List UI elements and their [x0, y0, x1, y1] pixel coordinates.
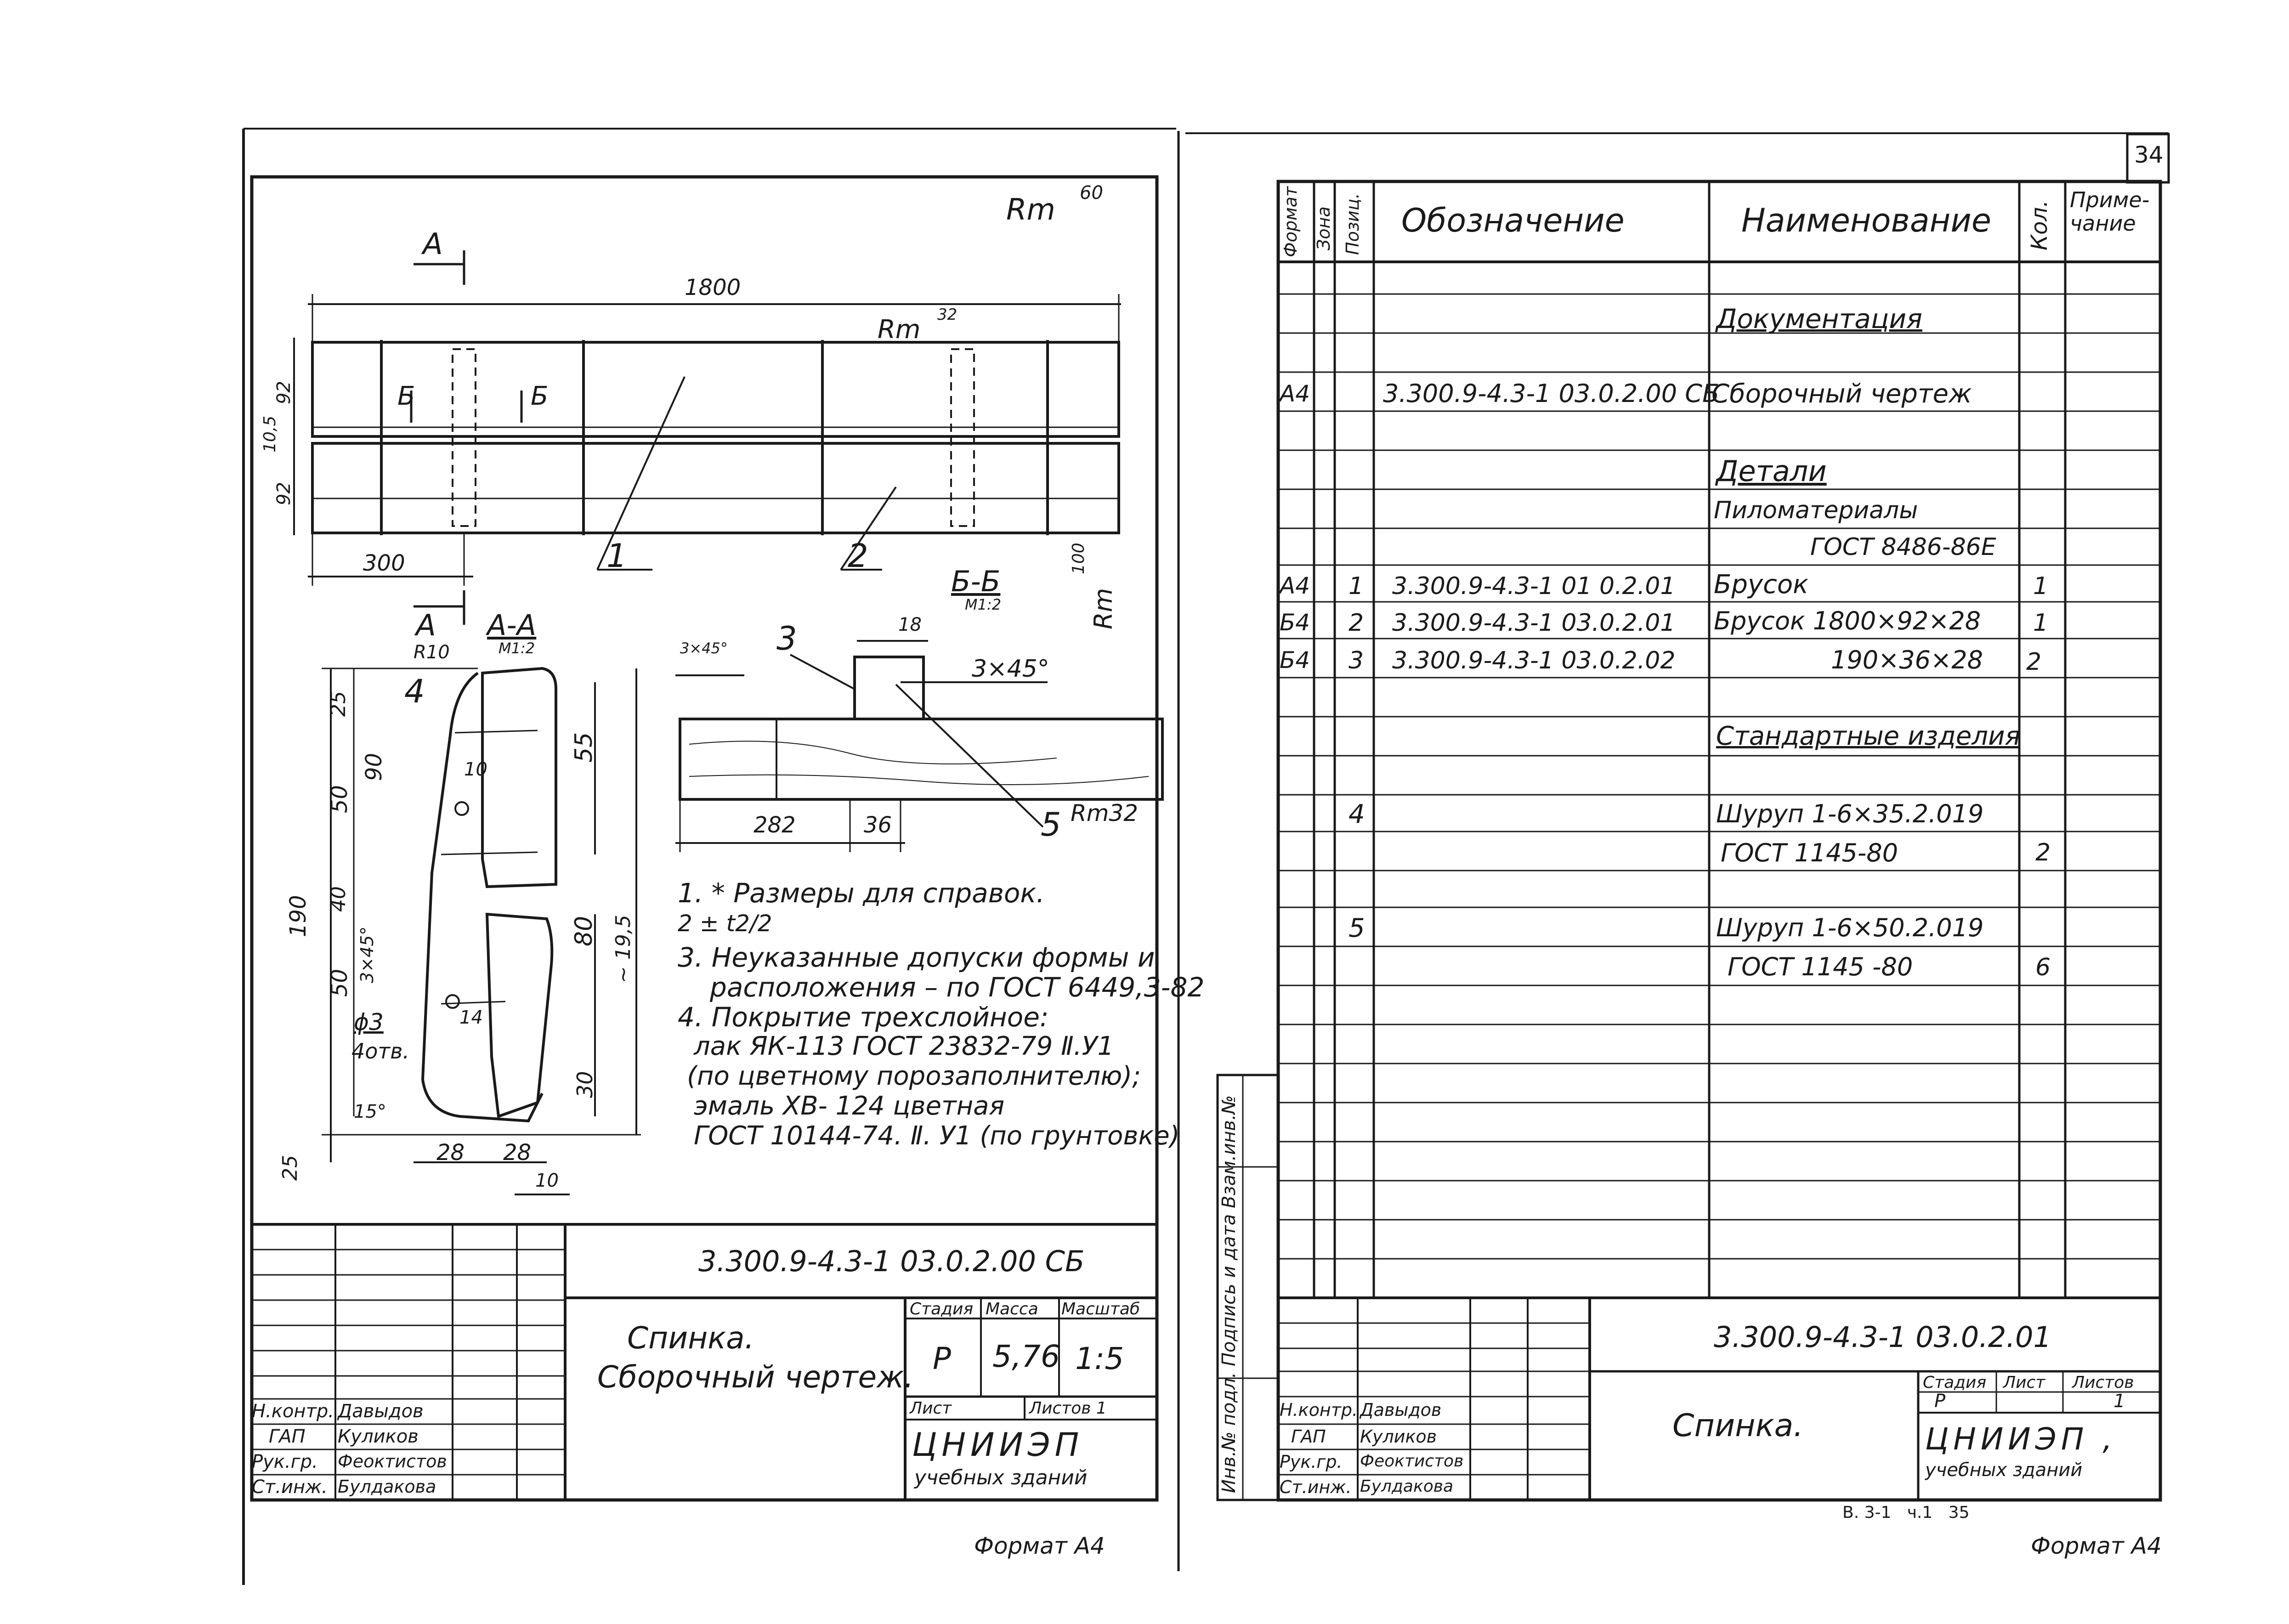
dim-aa-50a: 50	[327, 785, 352, 813]
roughness-mid-value: 32	[937, 306, 958, 324]
dim-bb-rm32: Rm32	[1071, 800, 1139, 826]
row-7-name: 190×36×28	[1831, 645, 1983, 674]
row-6-name: Брусок 1800×92×28	[1714, 606, 1981, 635]
left-role-1: Н.контр.	[252, 1401, 334, 1422]
row-7-pos: 3	[1348, 647, 1364, 674]
section-a-mark-top: A	[423, 227, 443, 261]
right-role-1: Н.контр.	[1280, 1400, 1358, 1420]
row-12-name: ГОСТ 1145 -80	[1728, 952, 1913, 981]
row-1-designation: 3.300.9-4.3-1 03.0.2.00 СБ	[1383, 379, 1720, 408]
right-org-line1: ЦНИИЭП ,	[1925, 1421, 2117, 1457]
row-10-name: ГОСТ 1145-80	[1721, 838, 1898, 867]
right-col-stage: Стадия	[1923, 1373, 1987, 1392]
album-reference: В. 3-1 ч.1 35	[1842, 1503, 1970, 1522]
section-bb-scale: М1:2	[965, 596, 1002, 613]
dim-length: 1800	[685, 275, 741, 300]
right-designation: 3.300.9-4.3-1 03.0.2.01	[1714, 1320, 2051, 1354]
row-0-name: Документация	[1716, 303, 1922, 334]
right-person-2: Куликов	[1360, 1426, 1437, 1447]
row-6-pos: 2	[1348, 609, 1364, 637]
dim-aa-40: 40	[327, 886, 350, 912]
left-org-line2: учебных зданий	[914, 1466, 1088, 1489]
right-format-label: Формат А4	[2031, 1533, 2162, 1559]
left-person-4: Булдакова	[338, 1477, 436, 1497]
dim-bb-18: 18	[898, 614, 922, 635]
right-person-3: Феоктистов	[1360, 1452, 1464, 1471]
roughness-main-label: Rm	[1006, 193, 1055, 227]
left-role-4: Ст.инж.	[252, 1477, 328, 1498]
left-format-label: Формат А4	[974, 1533, 1105, 1559]
dim-aa-14: 14	[459, 1007, 483, 1028]
row-9-name: Шуруп 1-6×35.2.019	[1716, 799, 1984, 828]
dim-aa-30: 30	[572, 1071, 597, 1098]
section-bb-title: Б-Б	[951, 565, 1001, 598]
dim-aa-phi3: ϕ3	[354, 1009, 384, 1036]
left-name-line2: Сборочный чертеж.	[597, 1359, 914, 1395]
right-role-3: Рук.гр.	[1280, 1452, 1343, 1472]
left-scale: 1:5	[1075, 1341, 1124, 1376]
row-5-format: А4	[1280, 572, 1310, 599]
dim-aa-10b: 10	[535, 1170, 559, 1191]
dim-aa-3x45: 3×45°	[357, 926, 377, 983]
row-10-qty: 2	[2035, 839, 2051, 866]
section-a-mark-bottom: A	[416, 609, 436, 643]
dim-aa-55: 55	[570, 732, 598, 763]
row-1-name: Сборочный чертеж	[1711, 379, 1972, 409]
section-aa-title: А-А	[487, 608, 537, 642]
row-2-name: Детали	[1716, 454, 1827, 488]
left-person-3: Феоктистов	[338, 1451, 447, 1471]
row-9-pos: 4	[1348, 799, 1365, 829]
section-aa-scale: М1:2	[499, 639, 535, 657]
header-qty: Кол.	[2027, 200, 2052, 250]
left-person-2: Куликов	[338, 1426, 419, 1447]
row-6-qty: 1	[2033, 609, 2049, 637]
dim-aa-190: 190	[285, 895, 311, 937]
note-line-2: 2 ± t2/2	[678, 910, 772, 937]
dim-h1: 92	[273, 381, 295, 404]
row-11-name: Шуруп 1-6×50.2.019	[1716, 913, 1984, 942]
row-7-designation: 3.300.9-4.3-1 03.0.2.02	[1392, 647, 1676, 674]
position-4: 4	[404, 673, 425, 710]
row-12-qty: 6	[2035, 954, 2051, 981]
dim-aa-25: 25	[327, 691, 350, 717]
right-person-4: Булдакова	[1360, 1477, 1454, 1496]
left-mass: 5,76	[992, 1339, 1060, 1374]
right-person-1: Давыдов	[1360, 1400, 1442, 1420]
note-line-9: ГОСТ 10144-74. Ⅱ. У1 (по грунтовке)	[694, 1121, 1180, 1151]
dim-aa-195: ~ 19,5	[612, 915, 635, 983]
header-pos: Позиц.	[1343, 193, 1363, 255]
right-role-2: ГАП	[1291, 1426, 1326, 1447]
header-format: Формат	[1280, 186, 1301, 257]
note-line-3: 3. Неуказанные допуски формы и	[678, 942, 1155, 973]
header-zone: Зона	[1314, 206, 1334, 250]
dim-bb-3x45b: 3×45°	[972, 655, 1049, 683]
left-sheets-label: Листов 1	[1029, 1399, 1107, 1418]
left-role-2: ГАП	[269, 1426, 306, 1447]
note-line-4: расположения – по ГОСТ 6449,3-82	[710, 972, 1205, 1003]
right-col-sheet: Лист	[2003, 1373, 2045, 1392]
dim-aa-50b: 50	[327, 968, 352, 997]
dim-aa-r10: R10	[414, 642, 450, 663]
left-col-scale: Масштаб	[1061, 1300, 1140, 1318]
note-line-1: 1. * Размеры для справок.	[678, 877, 1045, 909]
position-5: 5	[1041, 806, 1061, 843]
row-7-format: Б4	[1280, 647, 1310, 673]
position-1: 1	[606, 537, 627, 575]
note-line-7: (по цветному порозаполнителю);	[687, 1061, 1141, 1091]
row-3-name: Пиломатериалы	[1714, 497, 1918, 524]
left-org-line1: ЦНИИЭП	[912, 1426, 1084, 1464]
roughness-main-value: 60	[1080, 182, 1103, 204]
right-col-sheets: Листов	[2072, 1373, 2134, 1392]
note-line-8: эмаль ХВ- 124 цветная	[694, 1091, 1005, 1121]
right-sheets: 1	[2113, 1391, 2125, 1412]
dim-aa-28b: 28	[503, 1140, 532, 1166]
dim-aa-15: 15°	[354, 1101, 386, 1122]
position-2: 2	[848, 537, 868, 575]
row-5-qty: 1	[2033, 572, 2049, 600]
row-6-designation: 3.300.9-4.3-1 03.0.2.01	[1392, 609, 1676, 637]
section-b-label-2: Б	[531, 381, 549, 411]
header-name: Наименование	[1741, 202, 1991, 239]
header-designation: Обозначение	[1401, 202, 1625, 239]
note-line-5: 4. Покрытие трехслойное:	[678, 1002, 1049, 1033]
header-note: Приме-чание	[2070, 187, 2150, 236]
dim-bb-282: 282	[754, 812, 796, 838]
left-col-stage: Стадия	[910, 1300, 974, 1318]
right-role-4: Ст.инж.	[1280, 1477, 1352, 1497]
dim-h2: 10,5	[261, 415, 279, 453]
note-line-6: лак ЯК-113 ГОСТ 23832-79 Ⅱ.У1	[694, 1031, 1114, 1061]
row-11-pos: 5	[1348, 913, 1365, 943]
dim-aa-4otv: 4отв.	[351, 1039, 409, 1064]
dim-bb-3x45a: 3×45°	[680, 639, 728, 657]
side-stamp: Инв.№ подл. Подпись и дата Взам.инв.№	[1218, 1095, 1240, 1493]
left-stage: Р	[933, 1341, 951, 1376]
left-col-mass: Масса	[986, 1300, 1038, 1318]
section-b-label-1: Б	[397, 381, 415, 411]
row-6-format: Б4	[1280, 609, 1310, 636]
left-role-3: Рук.гр.	[252, 1451, 318, 1472]
left-name-line1: Спинка.	[627, 1320, 754, 1356]
left-person-1: Давыдов	[338, 1401, 424, 1422]
dim-aa-80: 80	[570, 916, 598, 946]
row-7-qty: 2	[2026, 648, 2042, 676]
left-sheet-label: Лист	[910, 1399, 952, 1418]
roughness-side-value: 100	[1069, 543, 1088, 574]
position-3: 3	[776, 620, 797, 657]
row-5-name: Брусок	[1714, 570, 1808, 600]
row-4-name: ГОСТ 8486-86Е	[1810, 533, 1996, 561]
left-designation: 3.300.9-4.3-1 03.0.2.00 СБ	[698, 1245, 1085, 1278]
dim-aa-28a: 28	[436, 1140, 465, 1166]
roughness-mid-label: Rm	[878, 315, 921, 345]
dim-offset: 300	[363, 550, 405, 576]
dim-aa-90: 90	[361, 753, 387, 781]
page-number: 34	[2134, 141, 2164, 168]
dim-bb-36: 36	[864, 812, 892, 838]
dim-h3: 92	[273, 482, 295, 505]
right-org-line2: учебных зданий	[1925, 1460, 2083, 1481]
row-5-designation: 3.300.9-4.3-1 01 0.2.01	[1392, 572, 1676, 600]
row-8-name: Стандартные изделия	[1716, 721, 2021, 751]
right-name: Спинка.	[1672, 1408, 1803, 1444]
row-5-pos: 1	[1348, 572, 1364, 600]
right-stage: Р	[1934, 1391, 1946, 1412]
dim-aa-25b: 25	[278, 1155, 302, 1181]
row-1-format: А4	[1280, 380, 1310, 407]
dim-aa-10: 10	[464, 759, 487, 780]
roughness-side-label: Rm	[1089, 588, 1118, 629]
